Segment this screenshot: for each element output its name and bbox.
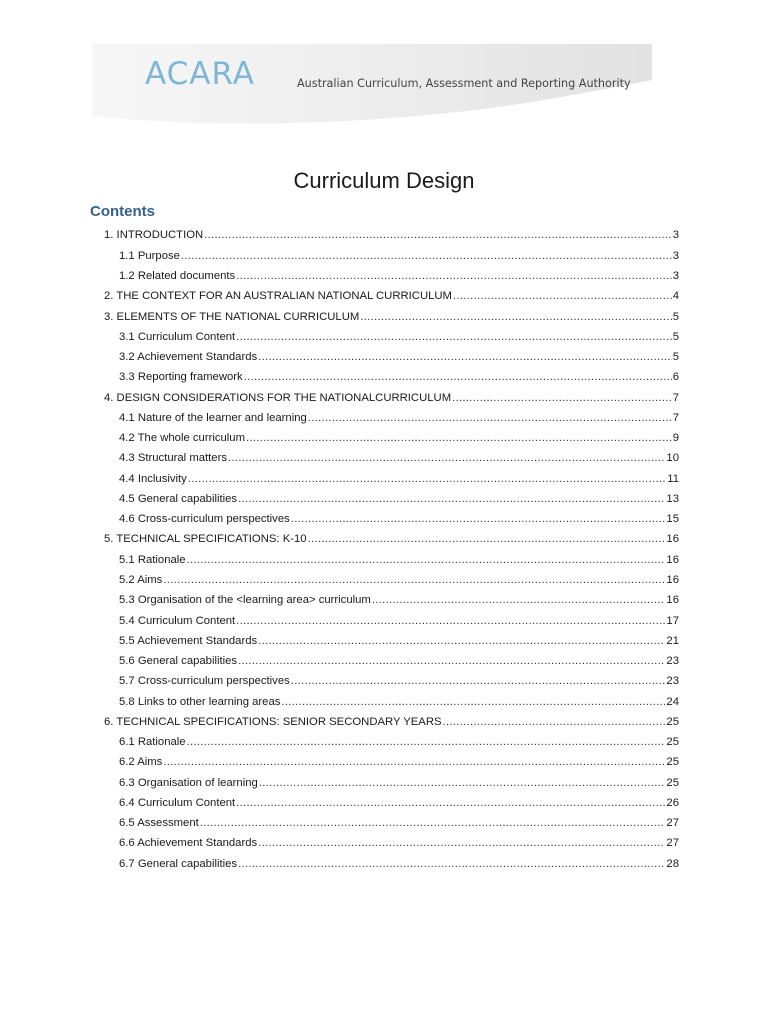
- toc-page-number: 3: [672, 249, 679, 262]
- toc-leader-dots: [281, 697, 665, 708]
- toc-entry[interactable]: [0, 631, 679, 651]
- toc-leader-dots: [360, 312, 671, 323]
- toc-entry[interactable]: [0, 571, 679, 591]
- toc-page-number: 11: [667, 472, 679, 485]
- toc-leader-dots: [258, 838, 665, 849]
- toc-leader-dots: [187, 737, 666, 748]
- toc-entry[interactable]: [0, 854, 679, 874]
- toc-entry-label: 6.2 Aims: [119, 756, 163, 769]
- toc-entry[interactable]: [0, 348, 679, 368]
- toc-entry[interactable]: [0, 672, 679, 692]
- toc-page-number: 5: [672, 310, 679, 323]
- toc-leader-dots: [228, 453, 665, 464]
- acara-logo: ACARA: [145, 56, 256, 92]
- toc-leader-dots: [236, 616, 665, 627]
- toc-page-number: 17: [666, 614, 679, 627]
- toc-page-number: 25: [666, 715, 679, 728]
- toc-page-number: 16: [666, 594, 679, 607]
- toc-entry-label: 5.6 General capabilities: [119, 655, 238, 668]
- toc-leader-dots: [246, 433, 672, 444]
- toc-leader-dots: [236, 271, 672, 282]
- toc-page-number: 7: [672, 411, 679, 424]
- toc-entry[interactable]: [0, 793, 679, 813]
- toc-entry-label: 4.4 Inclusivity: [119, 472, 187, 485]
- toc-page-number: 9: [672, 432, 679, 445]
- toc-page-number: 5: [672, 330, 679, 343]
- toc-entry-label: 3. ELEMENTS OF THE NATIONAL CURRICULUM: [104, 310, 360, 323]
- toc-entry-label: 4.5 General capabilities: [119, 492, 238, 505]
- toc-page-number: 10: [666, 452, 679, 465]
- toc-page-number: 3: [672, 270, 679, 283]
- toc-leader-dots: [204, 230, 672, 241]
- toc-leader-dots: [187, 555, 666, 566]
- toc-entry-label: 6. TECHNICAL SPECIFICATIONS: SENIOR SECONDARY YEARS: [104, 715, 442, 728]
- organisation-name: Australian Curriculum, Assessment and Reporting Authority: [297, 77, 631, 90]
- toc-entry[interactable]: [0, 591, 679, 611]
- toc-leader-dots: [291, 514, 666, 525]
- toc-entry[interactable]: [0, 692, 679, 712]
- toc-leader-dots: [308, 413, 672, 424]
- toc-entry[interactable]: [0, 530, 679, 550]
- toc-entry-label: 3.1 Curriculum Content: [119, 330, 236, 343]
- toc-entry[interactable]: [0, 226, 679, 246]
- toc-entry-label: 6.5 Assessment: [119, 817, 199, 830]
- toc-entry[interactable]: [0, 510, 679, 530]
- toc-entry-label: 6.1 Rationale: [119, 736, 186, 749]
- toc-leader-dots: [258, 352, 672, 363]
- toc-page-number: 13: [666, 492, 679, 505]
- toc-entry[interactable]: [0, 550, 679, 570]
- toc-page-number: 25: [666, 756, 679, 769]
- toc-entry[interactable]: [0, 652, 679, 672]
- toc-entry-label: 1. INTRODUCTION: [104, 229, 204, 242]
- toc-leader-dots: [238, 656, 665, 667]
- toc-entry-label: 5.1 Rationale: [119, 553, 186, 566]
- toc-entry[interactable]: [0, 814, 679, 834]
- toc-entry-label: 4.3 Structural matters: [119, 452, 227, 465]
- toc-leader-dots: [452, 393, 672, 404]
- toc-page-number: 16: [666, 533, 679, 546]
- toc-page-number: 25: [666, 736, 679, 749]
- toc-entry-label: 3.2 Achievement Standards: [119, 351, 258, 364]
- toc-entry[interactable]: [0, 753, 679, 773]
- toc-entry[interactable]: [0, 388, 679, 408]
- toc-leader-dots: [181, 251, 672, 262]
- toc-entry[interactable]: [0, 429, 679, 449]
- toc-entry[interactable]: [0, 287, 679, 307]
- toc-entry-label: 5.7 Cross-curriculum perspectives: [119, 675, 290, 688]
- toc-leader-dots: [308, 534, 666, 545]
- toc-leader-dots: [238, 859, 665, 870]
- toc-leader-dots: [236, 798, 665, 809]
- toc-entry[interactable]: [0, 469, 679, 489]
- toc-page-number: 4: [672, 290, 679, 303]
- toc-entry[interactable]: [0, 246, 679, 266]
- toc-entry[interactable]: [0, 489, 679, 509]
- toc-page-number: 6: [672, 371, 679, 384]
- toc-entry-label: 6.4 Curriculum Content: [119, 796, 236, 809]
- toc-page-number: 3: [672, 229, 679, 242]
- document-title: Curriculum Design: [293, 168, 475, 193]
- toc-entry[interactable]: [0, 712, 679, 732]
- toc-page-number: 7: [672, 391, 679, 404]
- toc-leader-dots: [163, 575, 665, 586]
- toc-page-number: 27: [666, 817, 679, 830]
- toc-page-number: 28: [666, 857, 679, 870]
- toc-page-number: 25: [666, 776, 679, 789]
- toc-leader-dots: [236, 332, 672, 343]
- toc-leader-dots: [163, 757, 665, 768]
- toc-entry-label: 6.6 Achievement Standards: [119, 837, 258, 850]
- toc-leader-dots: [188, 474, 666, 485]
- toc-entry-label: 6.7 General capabilities: [119, 857, 238, 870]
- toc-entry[interactable]: [0, 368, 679, 388]
- toc-entry-label: 3.3 Reporting framework: [119, 371, 243, 384]
- toc-page-number: 23: [666, 655, 679, 668]
- toc-page-number: 5: [672, 351, 679, 364]
- toc-page-number: 26: [666, 796, 679, 809]
- toc-page-number: 24: [666, 695, 679, 708]
- toc-leader-dots: [443, 717, 666, 728]
- toc-entry[interactable]: [0, 611, 679, 631]
- toc-entry-label: 6.3 Organisation of learning: [119, 776, 258, 789]
- toc-page-number: 27: [666, 837, 679, 850]
- toc-entry[interactable]: [0, 307, 679, 327]
- toc-entry[interactable]: [0, 408, 679, 428]
- toc-entry-label: 1.1 Purpose: [119, 249, 180, 262]
- toc-leader-dots: [258, 636, 665, 647]
- toc-page-number: 16: [666, 553, 679, 566]
- toc-entry-label: 5.4 Curriculum Content: [119, 614, 236, 627]
- toc-leader-dots: [200, 818, 666, 829]
- toc-entry[interactable]: [0, 834, 679, 854]
- toc-entry[interactable]: [0, 773, 679, 793]
- toc-entry[interactable]: [0, 449, 679, 469]
- toc-entry-label: 4. DESIGN CONSIDERATIONS FOR THE NATIONALCURRICULUM: [104, 391, 452, 404]
- toc-entry[interactable]: [0, 267, 679, 287]
- toc-entry-label: 5. TECHNICAL SPECIFICATIONS: K-10: [104, 533, 307, 546]
- toc-leader-dots: [372, 595, 666, 606]
- toc-entry-label: 4.1 Nature of the learner and learning: [119, 411, 307, 424]
- toc-page-number: 15: [666, 513, 679, 526]
- toc-entry-label: 5.5 Achievement Standards: [119, 634, 258, 647]
- toc-entry-label: 1.2 Related documents: [119, 270, 236, 283]
- toc-entry-label: 5.3 Organisation of the <learning area> curriculum: [119, 594, 371, 607]
- toc-leader-dots: [291, 676, 666, 687]
- header-banner: [92, 44, 652, 124]
- toc-entry-label: 4.6 Cross-curriculum perspectives: [119, 513, 290, 526]
- toc-leader-dots: [238, 494, 665, 505]
- toc-page-number: 21: [666, 634, 679, 647]
- toc-page-number: 23: [666, 675, 679, 688]
- toc-entry[interactable]: [0, 733, 679, 753]
- toc-page-number: 16: [666, 574, 679, 586]
- toc-entry-label: 2. THE CONTEXT FOR AN AUSTRALIAN NATIONAL CURRICULUM: [104, 290, 452, 303]
- toc-leader-dots: [259, 778, 666, 789]
- toc-entry[interactable]: [0, 327, 679, 347]
- contents-heading: Contents: [90, 203, 155, 220]
- toc-leader-dots: [453, 291, 672, 302]
- toc-entry-label: 5.2 Aims: [119, 574, 163, 586]
- toc-entry-label: 4.2 The whole curriculum: [119, 432, 245, 445]
- toc-entry-label: 5.8 Links to other learning areas: [119, 695, 281, 708]
- toc-leader-dots: [244, 372, 672, 383]
